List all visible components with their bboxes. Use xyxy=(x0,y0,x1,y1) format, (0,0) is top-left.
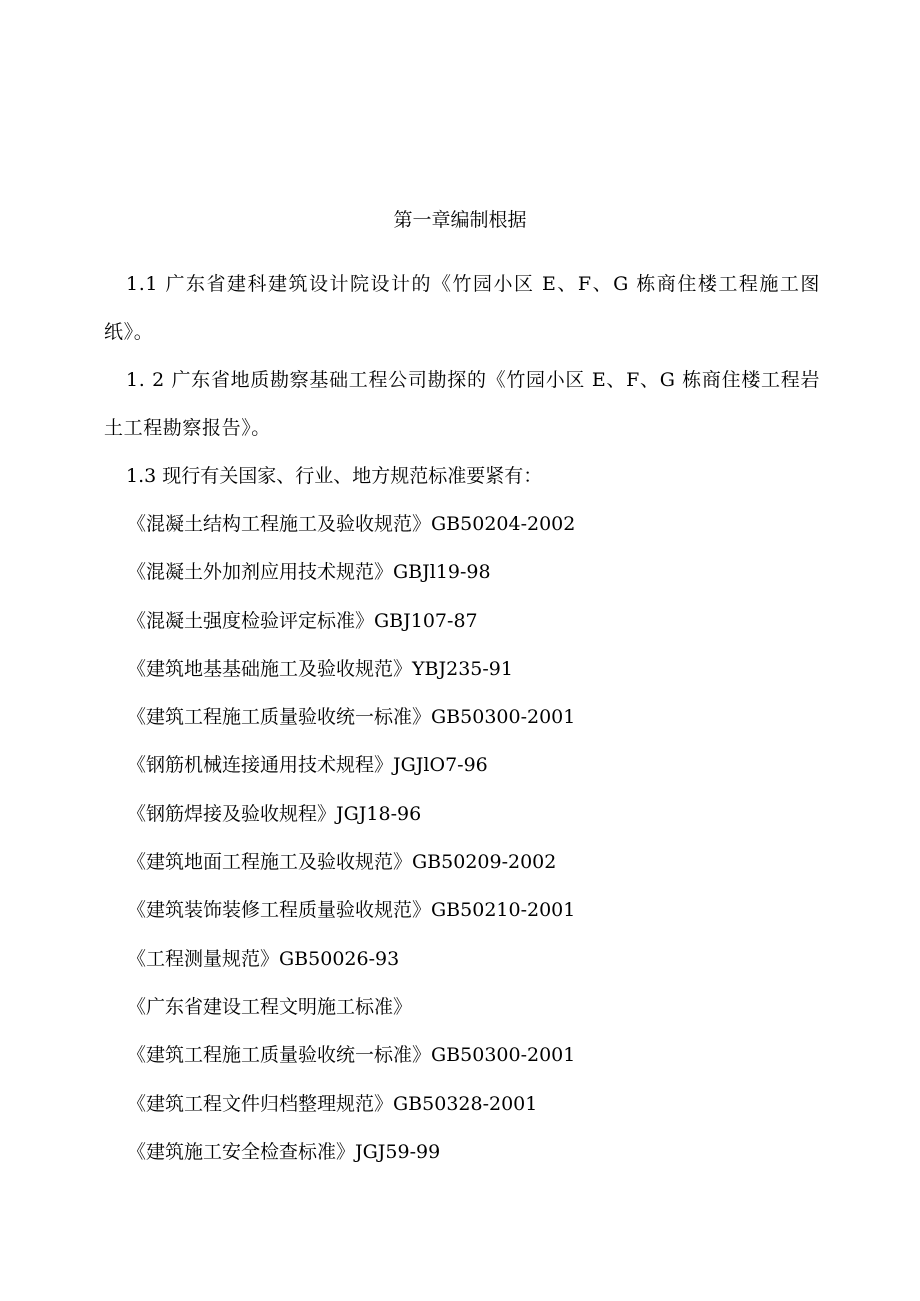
standard-item: 《钢筋机械连接通用技术规程》JGJlO7-96 xyxy=(127,754,488,777)
paragraph-1-2: 1. 2 广东省地质勘察基础工程公司勘探的《竹园小区 E、F、G 栋商住楼工程岩土工程勘察报告》。 xyxy=(104,369,820,439)
standard-item: 《建筑装饰装修工程质量验收规范》GB50210-2001 xyxy=(127,899,576,922)
standard-item: 《混凝土外加剂应用技术规范》GBJl19-98 xyxy=(127,561,491,584)
paragraph-1-3: 1.3 现行有关国家、行业、地方规范标准要紧有： xyxy=(126,465,543,487)
standard-item: 《建筑地面工程施工及验收规范》GB50209-2002 xyxy=(127,851,557,874)
standard-item: 《建筑地基基础施工及验收规范》YBJ235-91 xyxy=(127,657,513,680)
standard-item: 《建筑施工安全检查标准》JGJ59-99 xyxy=(127,1140,441,1163)
standard-item: 《钢筋焊接及验收规程》JGJ18-96 xyxy=(127,802,422,825)
chapter-title: 第一章编制根据 xyxy=(393,209,527,231)
standards-list xyxy=(127,500,575,1176)
standard-item: 《建筑工程施工质量验收统一标准》GB50300-2001 xyxy=(127,1044,576,1067)
standard-item: 《广东省建设工程文明施工标准》 xyxy=(127,995,413,1018)
standard-item: 《混凝土结构工程施工及验收规范》GB50204-2002 xyxy=(127,513,576,535)
standard-item: 《混凝土强度检验评定标准》GBJ107-87 xyxy=(127,609,478,632)
standard-item: 《建筑工程文件归档整理规范》GB50328-2001 xyxy=(127,1092,538,1115)
paragraph-1-1: 1.1 广东省建科建筑设计院设计的《竹园小区 E、F、G 栋商住楼工程施工图纸》。 xyxy=(104,273,820,343)
standard-item: 《建筑工程施工质量验收统一标准》GB50300-2001 xyxy=(127,706,576,729)
standard-item: 《工程测量规范》GB50026-93 xyxy=(127,947,400,970)
